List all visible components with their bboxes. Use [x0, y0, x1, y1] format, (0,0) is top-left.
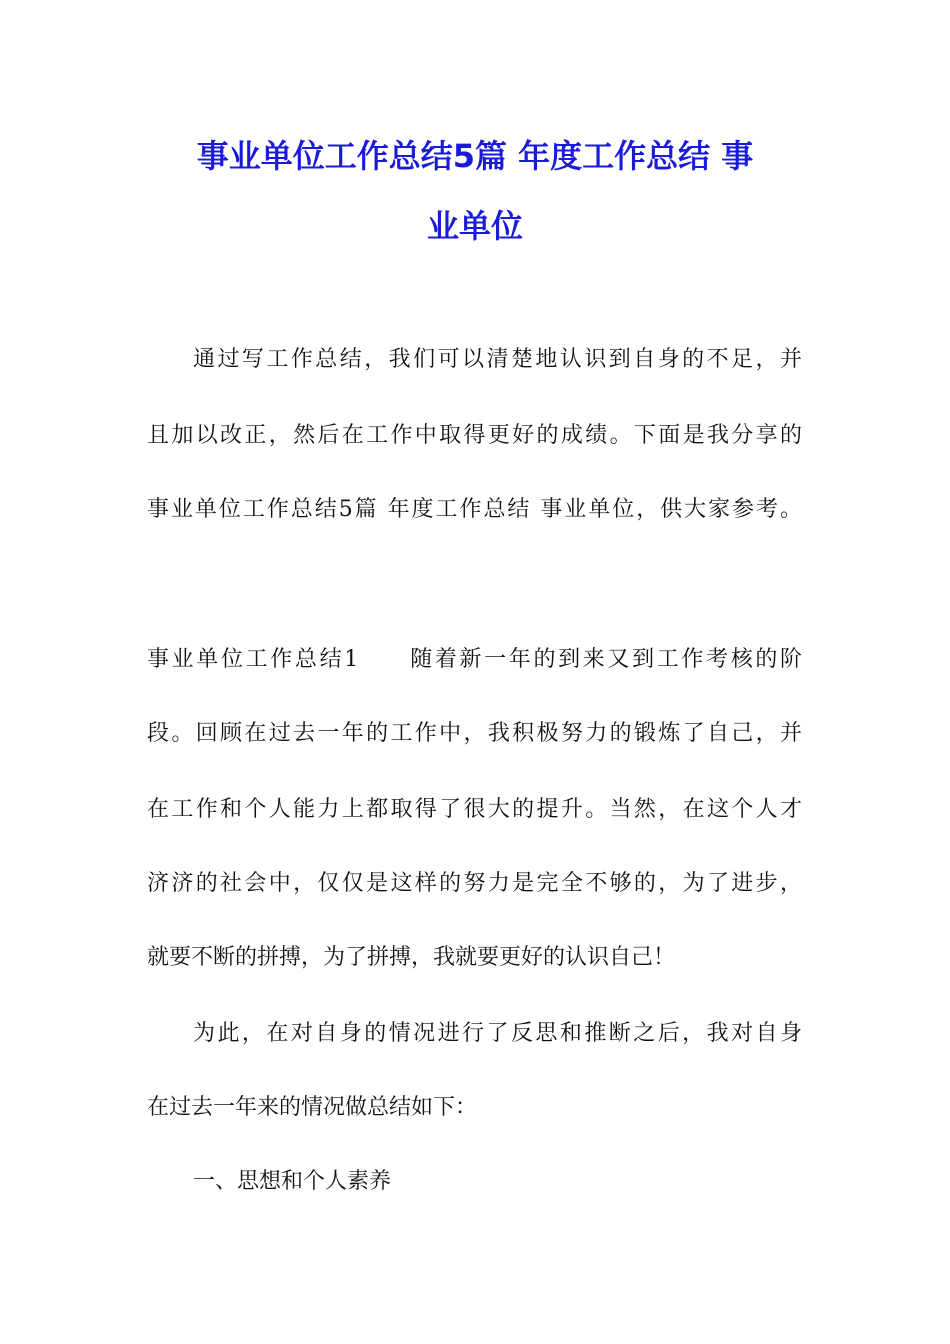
- section1-paragraph-line-5: 就要不断的拼搏，为了拼搏，我就要更好的认识自己！: [147, 945, 676, 970]
- section2-paragraph-line-1: 为此，在对自身的情况进行了反思和推断之后，我对自身: [193, 1021, 802, 1046]
- section1-paragraph-line-2: 段。回顾在过去一年的工作中，我积极努力的锻炼了自己，并: [147, 721, 802, 746]
- intro-paragraph-line-3: 事业单位工作总结5篇 年度工作总结 事业单位，供大家参考。: [147, 497, 802, 522]
- section1-paragraph-line-1: 事业单位工作总结1 随着新一年的到来又到工作考核的阶: [147, 647, 802, 672]
- section1-paragraph-line-3: 在工作和个人能力上都取得了很大的提升。当然，在这个人才: [147, 797, 802, 822]
- intro-paragraph-line-1: 通过写工作总结，我们可以清楚地认识到自身的不足，并: [193, 347, 802, 372]
- document-title-line-2: 业单位: [426, 207, 523, 245]
- section2-paragraph-line-2: 在过去一年来的情况做总结如下：: [147, 1095, 478, 1120]
- document-title-line-1: 事业单位工作总结5篇 年度工作总结 事: [196, 137, 754, 175]
- heading-thought-and-quality: 一、思想和个人素养: [193, 1169, 392, 1194]
- intro-paragraph-line-2: 且加以改正，然后在工作中取得更好的成绩。下面是我分享的: [147, 423, 802, 448]
- section1-paragraph-line-4: 济济的社会中，仅仅是这样的努力是完全不够的，为了进步，: [147, 871, 802, 896]
